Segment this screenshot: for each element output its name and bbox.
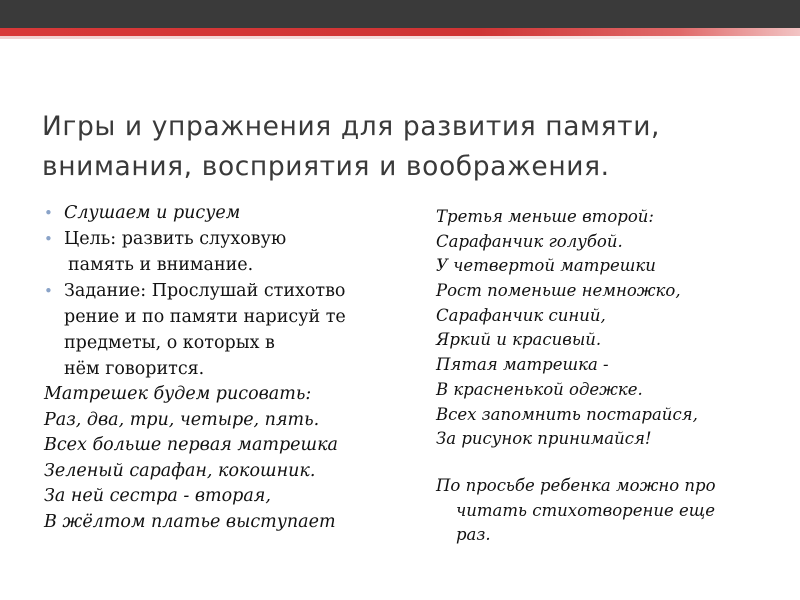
poem-line: За рисунок принимайся!: [436, 429, 652, 449]
poem-line: Яркий и красивый.: [436, 330, 602, 350]
top-red-stripe: [0, 28, 800, 36]
slide-title-line-2: внимания, восприятия и воображения.: [42, 151, 610, 182]
bullet-goal: • Цель: развить слуховую: [44, 226, 424, 252]
note-line-3: раз.: [456, 525, 491, 545]
poem-line: Всех запомнить постарайся,: [436, 404, 698, 424]
poem-line: Сарафанчик синий,: [436, 305, 606, 325]
bullet-task-line-3: предметы, о которых в: [64, 333, 275, 353]
poem-line: В жёлтом платье выступает: [44, 511, 336, 532]
note-line-2: читать стихотворение еще: [456, 500, 716, 520]
left-column: [44, 200, 424, 536]
poem-line: В красненькой одежке.: [436, 379, 643, 399]
top-pink-stripe: [0, 36, 800, 39]
spacer: [436, 452, 776, 474]
poem-line: Раз, два, три, четыре, пять.: [44, 409, 320, 430]
poem-line: Сарафанчик голубой.: [436, 231, 623, 251]
bullet-task: • Задание: Прослушай стихотво: [44, 278, 424, 304]
bullet-task-line-2: рение и по памяти нарисуй те: [64, 307, 346, 327]
poem-line: Матрешек будем рисовать:: [44, 384, 312, 404]
bullet-listen-and-draw: • Слушаем и рисуем: [44, 200, 424, 226]
poem-line: Рост поменьше немножко,: [436, 281, 681, 301]
note-line-1: По просьбе ребенка можно про: [436, 475, 716, 495]
bullet-task-line-4: нём говорится.: [64, 359, 205, 379]
bullet-goal-continued: память и внимание.: [68, 255, 254, 275]
top-dark-bar: [0, 0, 800, 28]
poem-line: Зеленый сарафан, кокошник.: [44, 460, 316, 481]
poem-line: За ней сестра - вторая,: [44, 486, 271, 507]
poem-line: У четвертой матрешки: [436, 256, 656, 276]
right-column: [436, 205, 776, 548]
slide-title: [42, 107, 782, 187]
poem-line: Пятая матрешка -: [436, 355, 609, 375]
slide-title-line-1: Игры и упражнения для развития памяти,: [42, 111, 661, 142]
poem-line: Третья меньше второй:: [436, 207, 654, 226]
poem-line: Всех больше первая матрешка: [44, 435, 338, 456]
